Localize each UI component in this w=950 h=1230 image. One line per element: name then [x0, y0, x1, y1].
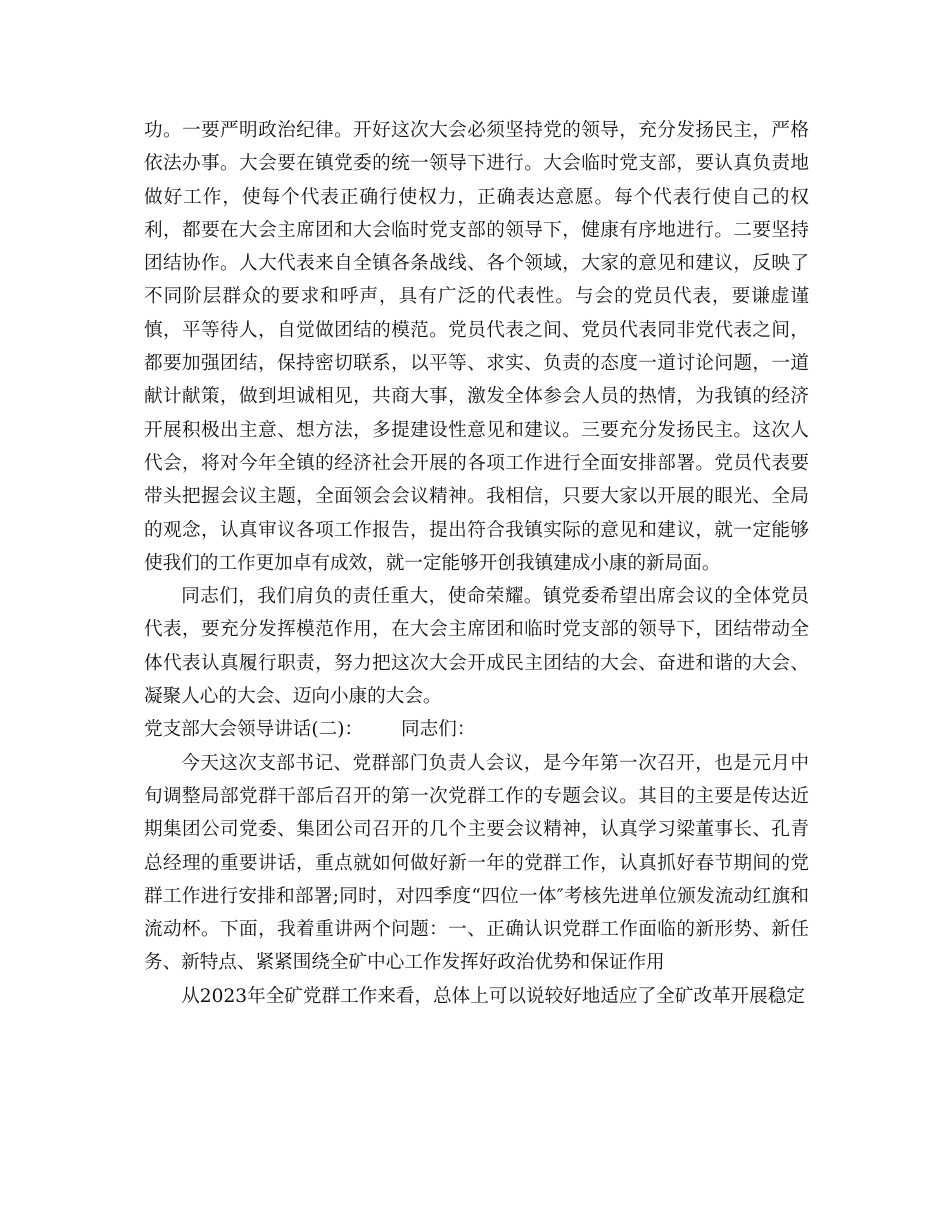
paragraph-3: 今天这次支部书记、党群部门负责人会议，是今年第一次召开，也是元月中旬调整局部党群干部后召开的第一次党群工作的专题会议。其目的主要是传达近期集团公司党委、集团公司召开的几个主要会议精神，认真学习梁董事长、孔青总经理的重要讲话，重点就如何做好新一年的党群工作，认真抓好春节期间的党群工作进行安排和部署;同时，对四季度“四位一体″考核先进单位颁发流动红旗和流动杯。下面，我着重讲两个问题：一、正确认识党群工作面临的新形势、新任务、新特点、紧紧围绕全矿中心工作发挥好政治优势和保证作用: [144, 752, 809, 974]
salutation: 同志们：: [401, 719, 476, 741]
section-heading: [144, 713, 809, 746]
document-body: [144, 114, 809, 1013]
paragraph-1: 功。一要严明政治纪律。开好这次大会必须坚持党的领导，充分发扬民主，严格依法办事。大会要在镇党委的统一领导下进行。大会临时党支部，要认真负责地做好工作，使每个代表正确行使权力，正确表达意愿。每个代表行使自己的权利，都要在大会主席团和大会临时党支部的领导下，健康有序地进行。二要坚持团结协作。人大代表来自全镇各条战线、各个领域，大家的意见和建议，反映了不同阶层群众的要求和呼声，具有广泛的代表性。与会的党员代表，要谦虚谨慎，平等待人，自觉做团结的模范。党员代表之间、党员代表同非党代表之间，都要加强团结，保持密切联系，以平等、求实、负责的态度一道讨论问题，一道献计献策，做到坦诚相见，共商大事，激发全体参会人员的热情，为我镇的经济开展积极出主意、想方法，多提建设性意见和建议。三要充分发扬民主。这次人代会，将对今年全镇的经济社会开展的各项工作进行全面安排部署。党员代表要带头把握会议主题，全面领会会议精神。我相信，只要大家以开展的眼光、全局的观念，认真审议各项工作报告，提出符合我镇实际的意见和建议，就一定能够使我们的工作更加卓有成效，就一定能够开创我镇建成小康的新局面。: [144, 120, 809, 574]
section-title: 党支部大会领导讲话(二)：: [144, 719, 364, 741]
paragraph-4: 从2023年全矿党群工作来看，总体上可以说较好地适应了全矿改革开展稳定: [181, 985, 805, 1007]
paragraph-2: 同志们，我们肩负的责任重大，使命荣耀。镇党委希望出席会议的全体党员代表，要充分发挥模范作用，在大会主席团和临时党支部的领导下，团结带动全体代表认真履行职责，努力把这次大会开成民主团结的大会、奋进和谐的大会、凝聚人心的大会、迈向小康的大会。: [144, 586, 809, 708]
